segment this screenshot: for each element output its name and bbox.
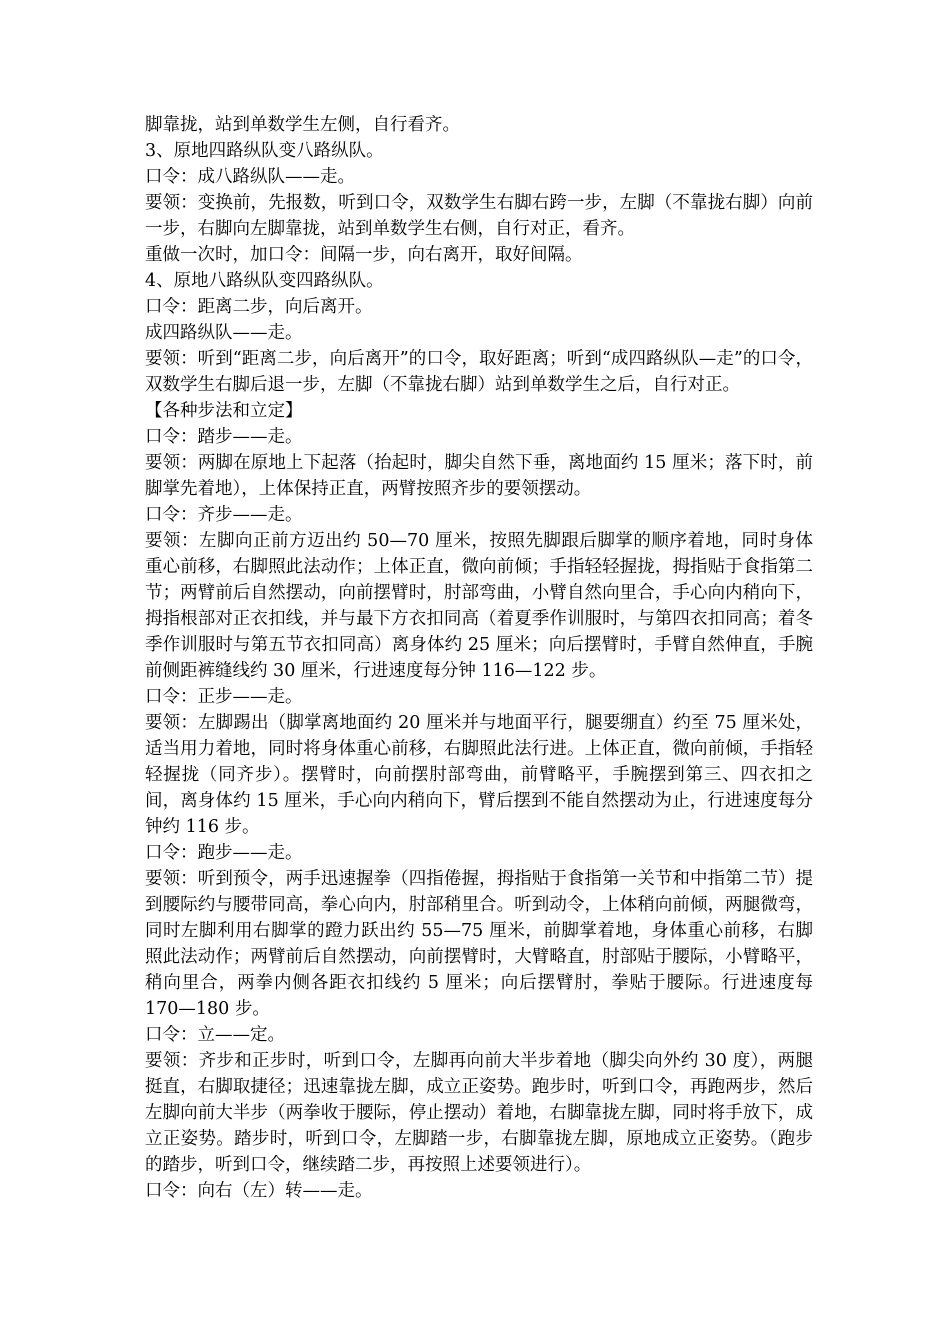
command-line: 口令：成八路纵队——走。 xyxy=(145,167,355,187)
command-line: 重做一次时，加口令：间隔一步，向右离开，取好间隔。 xyxy=(145,245,583,265)
paragraph-continuation: 脚靠拢，站到单数学生左侧，自行看齐。 xyxy=(145,115,460,135)
section-heading-3: 3、原地四路纵队变八路纵队。 xyxy=(145,141,384,161)
section-heading-4: 4、原地八路纵队变四路纵队。 xyxy=(145,271,384,291)
command-line: 口令：踏步——走。 xyxy=(145,427,303,447)
instruction-paragraph: 要领：两脚在原地上下起落（抬起时，脚尖自然下垂，离地面约 15 厘米；落下时，前脚掌先着地），上体保持正直，两臂按照齐步的要领摆动。 xyxy=(145,453,813,499)
command-line: 口令：立——定。 xyxy=(145,1025,285,1045)
section-heading-steps: 【各种步法和立定】 xyxy=(145,401,303,421)
instruction-paragraph: 要领：听到预令，两手迅速握拳（四指倦握，拇指贴于食指第一关节和中指第二节）提到腰际约与腰带同高，拳心向内，肘部稍里合。听到动令，上体稍向前倾，两腿微弯，同时左脚利用右脚掌的蹬力跃出约 55—75 厘米，前脚掌着地，身体重心前移，右脚照此法动作；两臂前后自然摆动，向前摆臂时，大臂略直，肘部贴于腰际，小臂略平，稍向里合，两拳内侧各距衣扣线约 5 厘米；向后摆臂肘，拳贴于腰际。行进速度每 170—180 步。 xyxy=(145,869,813,1019)
instruction-paragraph: 要领：左脚踢出（脚掌离地面约 20 厘米并与地面平行，腿要绷直）约至 75 厘米处，适当用力着地，同时将身体重心前移，右脚照此法行进。上体正直，微向前倾，手指轻轻握拢（同齐步）。摆臂时，向前摆肘部弯曲，前臂略平，手腕摆到第三、四衣扣之间，离身体约 15 厘米，手心向内稍向下，臂后摆到不能自然摆动为止，行进速度每分钟约 116 步。 xyxy=(145,713,813,837)
command-line: 口令：向右（左）转——走。 xyxy=(145,1181,373,1201)
instruction-paragraph: 要领：听到“距离二步，向后离开”的口令，取好距离；听到“成四路纵队—走”的口令，双数学生右脚后退一步，左脚（不靠拢右脚）站到单数学生之后，自行对正。 xyxy=(145,349,813,395)
command-line: 口令：跑步——走。 xyxy=(145,843,303,863)
instruction-paragraph: 要领：变换前，先报数，听到口令，双数学生右脚右跨一步，左脚（不靠拢右脚）向前一步，右脚向左脚靠拢，站到单数学生右侧，自行对正，看齐。 xyxy=(145,193,813,239)
instruction-paragraph: 要领：齐步和正步时，听到口令，左脚再向前大半步着地（脚尖向外约 30 度），两腿挺直，右脚取捷径；迅速靠拢左脚，成立正姿势。跑步时，听到口令，再跑两步，然后左脚向前大半步（两拳收于腰际，停止摆动）着地，右脚靠拢左脚，同时将手放下，成立正姿势。踏步时，听到口令，左脚踏一步，右脚靠拢左脚，原地成立正姿势。（跑步的踏步，听到口令，继续踏二步，再按照上述要领进行）。 xyxy=(145,1051,813,1175)
instruction-paragraph: 要领：左脚向正前方迈出约 50—70 厘米，按照先脚跟后脚掌的顺序着地，同时身体重心前移，右脚照此法动作；上体正直，微向前倾；手指轻轻握拢，拇指贴于食指第二节；两臂前后自然摆动，向前摆臂时，肘部弯曲，小臂自然向里合，手心向内稍向下，拇指根部对正衣扣线，并与最下方衣扣同高（着夏季作训服时，与第四衣扣同高；着冬季作训服时与第五节衣扣同高）离身体约 25 厘米；向后摆臂时，手臂自然伸直，手腕前侧距裤缝线约 30 厘米，行进速度每分钟 116—122 步。 xyxy=(145,531,813,681)
command-line: 口令：正步——走。 xyxy=(145,687,303,707)
command-line: 口令：距离二步，向后离开。 xyxy=(145,297,373,317)
document-body xyxy=(145,112,813,1204)
command-line: 口令：齐步——走。 xyxy=(145,505,303,525)
command-line: 成四路纵队——走。 xyxy=(145,323,303,343)
